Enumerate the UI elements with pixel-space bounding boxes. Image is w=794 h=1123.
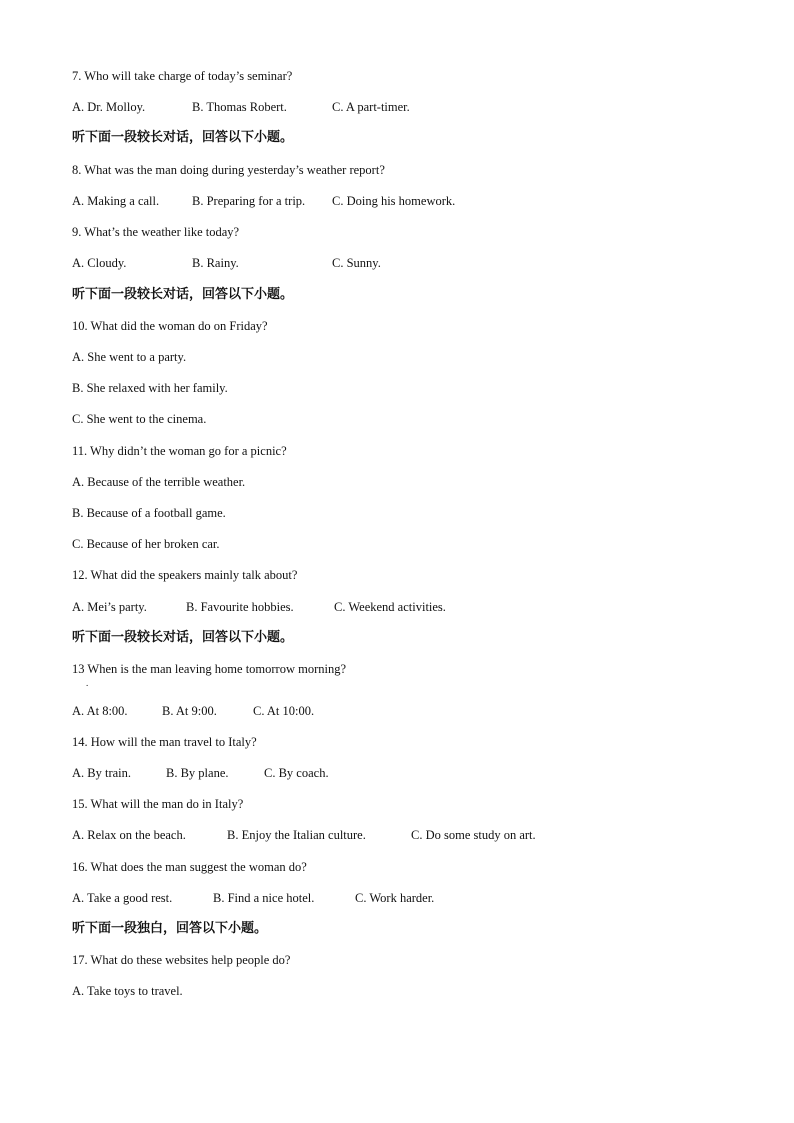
section-heading: 听下面一段较长对话，回答以下小题。	[72, 130, 294, 145]
question-text: 13 When is the man leaving home tomorrow morning?	[72, 662, 347, 676]
question-text: 8. What was the man doing during yesterday’s weather report?	[72, 163, 385, 177]
section-heading: 听下面一段独白，回答以下小题。	[72, 921, 268, 936]
answer-option: B. Favourite hobbies.	[186, 600, 294, 614]
answer-option: C. Weekend activities.	[334, 600, 446, 614]
question-text: 15. What will the man do in Italy?	[72, 797, 244, 811]
answer-option: C. By coach.	[264, 766, 329, 780]
answer-option: A. Relax on the beach.	[72, 828, 186, 842]
answer-option: C. Work harder.	[355, 891, 435, 905]
answer-option: C. Because of her broken car.	[72, 537, 220, 551]
answer-option: C. Do some study on art.	[411, 828, 536, 842]
section-heading: 听下面一段较长对话，回答以下小题。	[72, 287, 294, 302]
question-text: 17. What do these websites help people do?	[72, 953, 291, 967]
answer-option: C. She went to the cinema.	[72, 412, 207, 426]
question-text: 16. What does the man suggest the woman do?	[72, 860, 307, 874]
answer-option: A. Cloudy.	[72, 256, 127, 270]
answer-option: B. Preparing for a trip.	[192, 194, 306, 208]
answer-option: A. By train.	[72, 766, 132, 780]
answer-option: A. Dr. Molloy.	[72, 100, 146, 114]
question-text: 10. What did the woman do on Friday?	[72, 319, 268, 333]
answer-option: B. Find a nice hotel.	[213, 891, 315, 905]
question-text: 12. What did the speakers mainly talk about?	[72, 568, 298, 582]
answer-option: C. Doing his homework.	[332, 194, 456, 208]
answer-option: C. A part-timer.	[332, 100, 410, 114]
answer-option: B. Thomas Robert.	[192, 100, 287, 114]
answer-option: B. At 9:00.	[162, 704, 217, 718]
answer-option: A. Because of the terrible weather.	[72, 475, 246, 489]
answer-option: A. Mei’s party.	[72, 600, 147, 614]
answer-option: A. Take a good rest.	[72, 891, 173, 905]
answer-option: B. Enjoy the Italian culture.	[227, 828, 366, 842]
answer-option: B. By plane.	[166, 766, 229, 780]
question-text: 7. Who will take charge of today’s seminar?	[72, 69, 293, 83]
answer-option: C. At 10:00.	[253, 704, 315, 718]
answer-option: B. Rainy.	[192, 256, 239, 270]
answer-option: A. She went to a party.	[72, 350, 187, 364]
answer-option: A. Making a call.	[72, 194, 160, 208]
question-text: 14. How will the man travel to Italy?	[72, 735, 257, 749]
question-text: 11. Why didn’t the woman go for a picnic?	[72, 444, 287, 458]
answer-option: C. Sunny.	[332, 256, 381, 270]
section-heading: 听下面一段较长对话，回答以下小题。	[72, 630, 294, 645]
answer-option: B. Because of a football game.	[72, 506, 226, 520]
answer-option: A. Take toys to travel.	[72, 984, 183, 998]
answer-option: A. At 8:00.	[72, 704, 128, 718]
answer-option: B. She relaxed with her family.	[72, 381, 228, 395]
stray-dot-mark: .	[86, 678, 89, 688]
question-text: 9. What’s the weather like today?	[72, 225, 240, 239]
